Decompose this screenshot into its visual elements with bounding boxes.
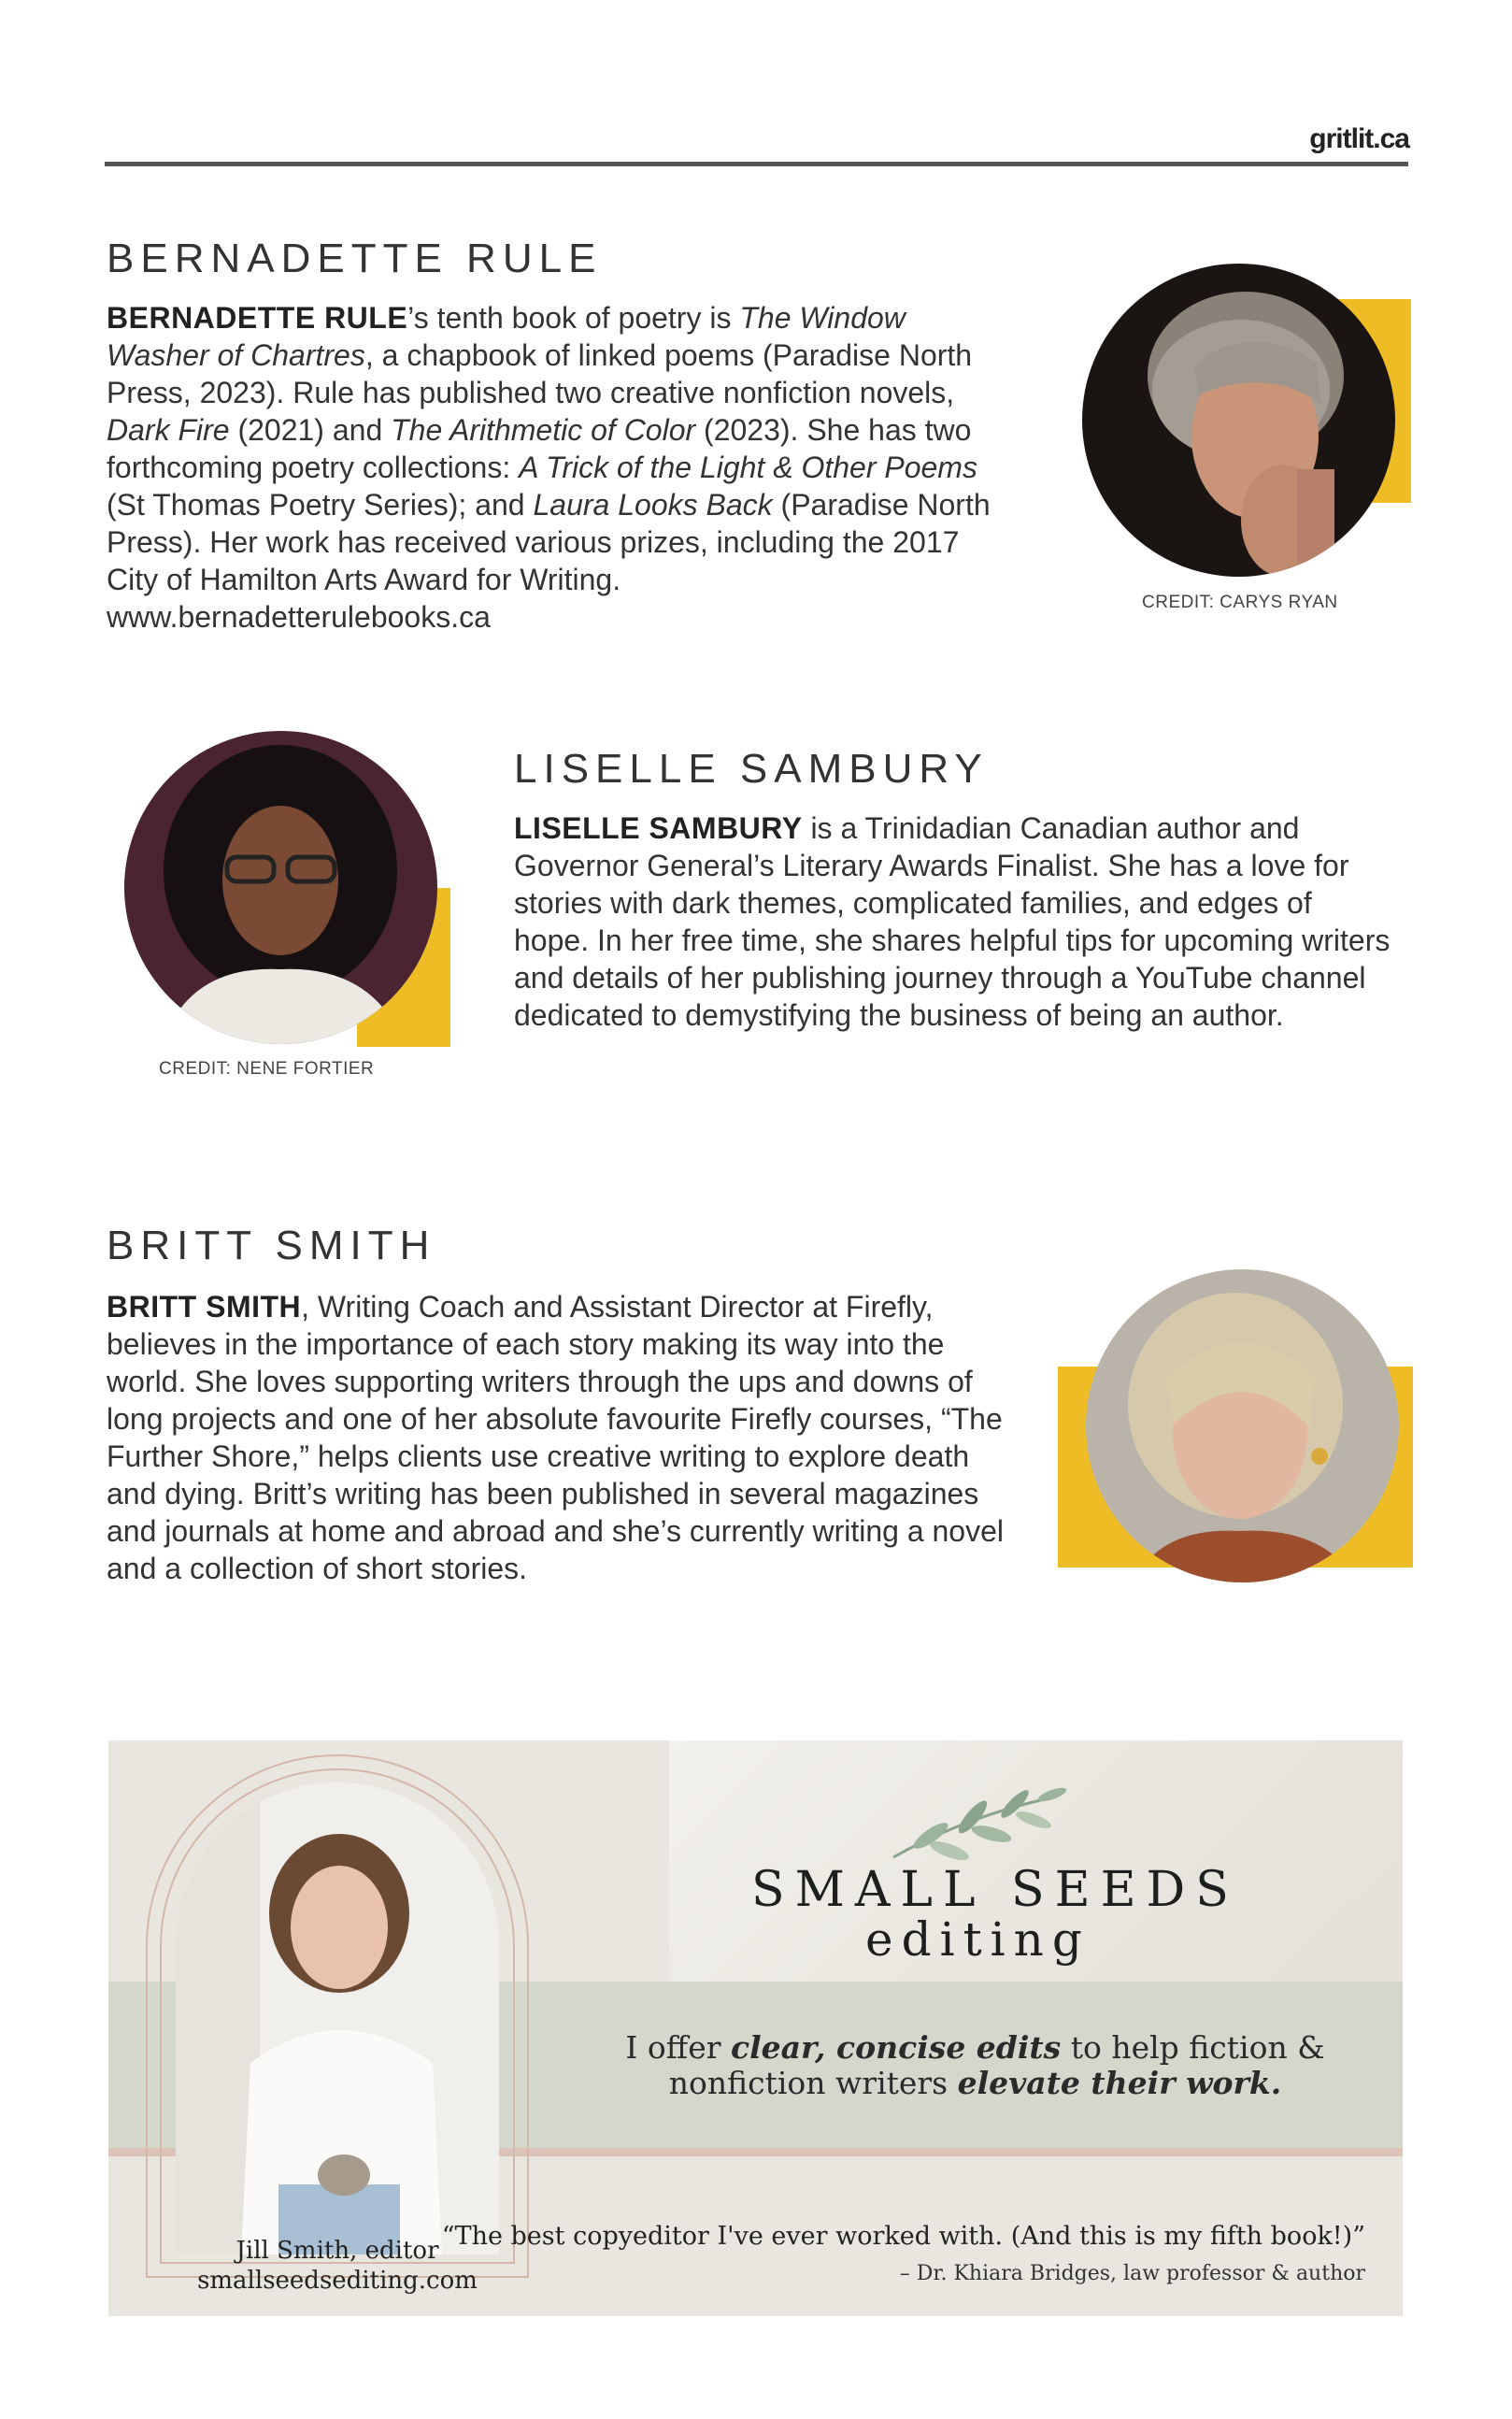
offer-line-1 (548, 2030, 1403, 2066)
editor-name: Jill Smith, editor (235, 2237, 439, 2265)
bio-text: (Paradise North Press). Her work has received various prizes, including the 2017 City of Hamilton Arts Award for Writing. www.bernadetterulebooks.ca (107, 488, 991, 634)
offer-emphasis: clear, concise edits (731, 2029, 1062, 2066)
brand-subtitle: editing (865, 1912, 1091, 1967)
book-title: Dark Fire (107, 413, 230, 447)
testimonial-quote: “The best copyeditor I've ever worked with. (And this is my fifth book!)” (441, 2222, 1365, 2251)
bio-text: , Writing Coach and Assistant Director at Firefly, believes in the importance of each story making its way into the world. She loves supporting writers through the ups and downs of long projects and one of her absolute favourite Firefly courses, “The Further Shore,” helps clients use creative writing to explore death and dying. Britt’s writing has been published in several magazines and journals at home and abroad and she’s currently writing a novel and a collection of short stories. (107, 1290, 1004, 1585)
portrait-photo-icon (1086, 1269, 1399, 1582)
editor-website[interactable]: smallseedsediting.com (197, 2267, 478, 2295)
offer-text: I offer (625, 2029, 732, 2066)
portrait-photo-icon (1082, 264, 1395, 577)
book-title: A Trick of the Light & Other Poems (519, 451, 977, 484)
bernadette-photo-credit: CREDIT: CARYS RYAN (1142, 593, 1338, 612)
offer-line-2 (548, 2066, 1403, 2101)
portrait-photo-icon (124, 731, 437, 1044)
bernadette-name: BERNADETTE RULE (107, 301, 408, 335)
site-url[interactable]: gritlit.ca (1309, 123, 1409, 154)
britt-portrait (1086, 1269, 1399, 1582)
bio-text: (St Thomas Poetry Series); and (107, 488, 534, 522)
book-title: Laura Looks Back (533, 488, 773, 522)
offer-emphasis: elevate their work. (957, 2065, 1282, 2101)
brand-name: SMALL SEEDS (751, 1862, 1239, 1918)
leaf-branch-icon (875, 1778, 1071, 1871)
book-title: The Arithmetic of Color (391, 413, 696, 447)
liselle-bio (514, 809, 1392, 1034)
britt-bio (107, 1288, 1018, 1587)
bio-text: (2021) and (229, 413, 392, 447)
jill-smith-photo (176, 1782, 499, 2254)
testimonial-attribution: – Dr. Khiara Bridges, law professor & author (899, 2262, 1365, 2285)
offer-text: nonfiction writers (668, 2065, 958, 2101)
header-divider (105, 162, 1408, 166)
bernadette-heading: BERNADETTE RULE (107, 236, 603, 281)
britt-name: BRITT SMITH (107, 1290, 302, 1324)
book-title: The Window Washer of Chartres (107, 301, 906, 372)
bio-text: ’s tenth book of poetry is (407, 301, 740, 335)
bernadette-portrait (1082, 264, 1395, 577)
small-seeds-ad[interactable] (108, 1740, 1403, 2316)
britt-heading: BRITT SMITH (107, 1223, 436, 1268)
bernadette-bio (107, 299, 1008, 636)
portrait-photo-icon (176, 1782, 499, 2254)
ad-offer (548, 2030, 1403, 2101)
liselle-name: LISELLE SAMBURY (514, 811, 803, 845)
bio-text: , a chapbook of linked poems (Paradise North Press, 2023). Rule has published two creative nonfiction novels, (107, 338, 973, 409)
liselle-heading: LISELLE SAMBURY (514, 746, 989, 792)
offer-text: to help fiction & (1061, 2029, 1325, 2066)
editor-caption (164, 2236, 510, 2296)
bio-text: (2023). She has two forthcoming poetry collections: (107, 413, 972, 484)
liselle-portrait (124, 731, 437, 1044)
bio-text: is a Trinidadian Canadian author and Governor General’s Literary Awards Finalist. She has a love for stories with dark themes, complicated families, and edges of hope. In her free time, she shares helpful tips for upcoming writers and details of her publishing journey through a YouTube channel dedicated to demystifying the business of being an author. (514, 811, 1391, 1032)
liselle-photo-credit: CREDIT: NENE FORTIER (159, 1059, 375, 1079)
